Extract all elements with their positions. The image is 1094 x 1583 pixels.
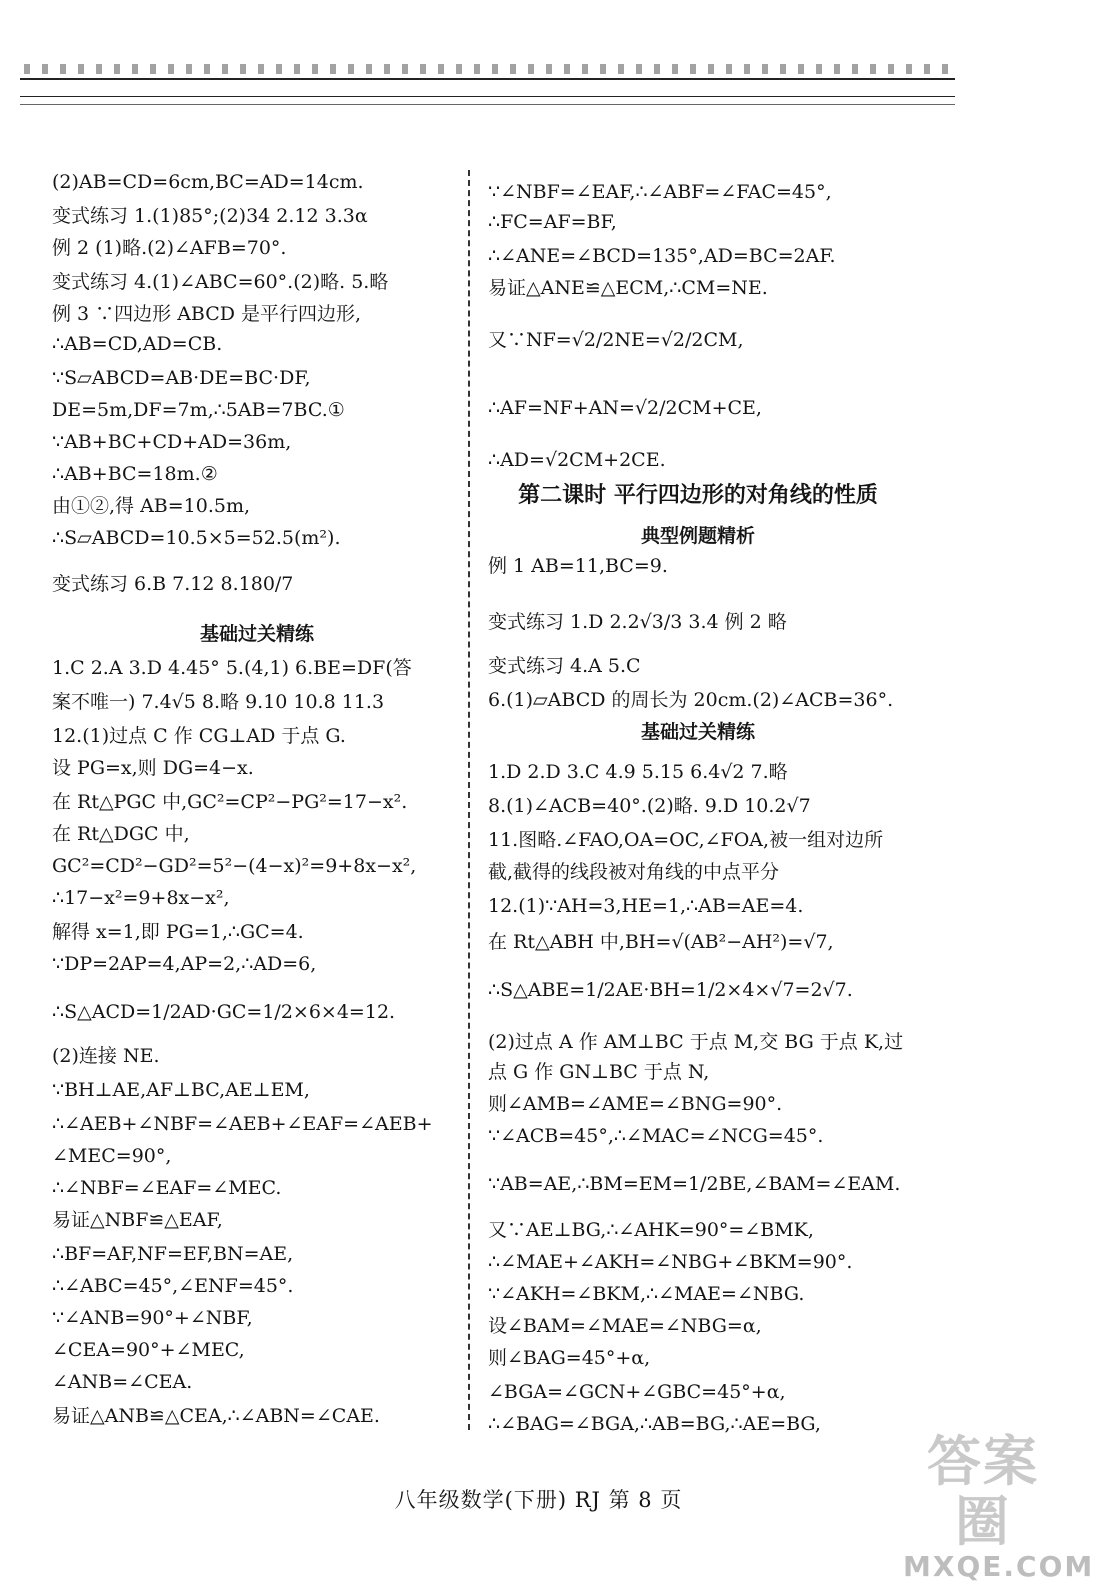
answer-line: DE=5m,DF=7m,∴5AB=7BC.① xyxy=(52,399,345,421)
answer-line: ∵∠ANB=90°+∠NBF, xyxy=(52,1307,253,1329)
answer-line: ∵∠NBF=∠EAF,∴∠ABF=∠FAC=45°, xyxy=(488,181,832,203)
answer-line: ∴S△ABE=1/2AE·BH=1/2×4×√7=2√7. xyxy=(488,979,853,1001)
answer-line: ∴AB+BC=18m.② xyxy=(52,463,218,485)
answer-line: (2)AB=CD=6cm,BC=AD=14cm. xyxy=(52,171,364,193)
answer-line: (2)连接 NE. xyxy=(52,1045,160,1067)
answer-line: 例 2 (1)略.(2)∠AFB=70°. xyxy=(52,237,287,259)
watermark-text: 答案圈 xyxy=(927,1430,1039,1553)
answer-line: ∴S△ACD=1/2AD·GC=1/2×6×4=12. xyxy=(52,1001,396,1023)
answer-line: ∴AB=CD,AD=CB. xyxy=(52,333,223,355)
section-heading: 第二课时 平行四边形的对角线的性质 xyxy=(518,483,878,508)
answer-line: ∴AD=√2CM+2CE. xyxy=(488,449,666,471)
answer-line: GC²=CD²−GD²=5²−(4−x)²=9+8x−x², xyxy=(52,855,417,877)
answer-line: ∴∠ANE=∠BCD=135°,AD=BC=2AF. xyxy=(488,245,836,267)
column-divider xyxy=(468,170,470,1430)
answer-line: 设∠BAM=∠MAE=∠NBG=α, xyxy=(488,1315,762,1337)
section-heading: 基础过关精练 xyxy=(640,721,755,743)
answer-line: ∠ANB=∠CEA. xyxy=(52,1371,193,1393)
answer-line: 例 1 AB=11,BC=9. xyxy=(488,555,668,577)
answer-line: 则∠AMB=∠AME=∠BNG=90°. xyxy=(488,1093,783,1115)
answer-line: 又∵AE⊥BG,∴∠AHK=90°=∠BMK, xyxy=(488,1219,814,1241)
answer-line: ∵BH⊥AE,AF⊥BC,AE⊥EM, xyxy=(52,1079,310,1101)
answer-line: 变式练习 1.D 2.2√3/3 3.4 例 2 略 xyxy=(488,611,787,633)
answer-line: ∴∠AEB+∠NBF=∠AEB+∠EAF=∠AEB+ xyxy=(52,1113,433,1135)
answer-line: 由①②,得 AB=10.5m, xyxy=(52,495,251,517)
section-heading: 典型例题精析 xyxy=(640,525,755,547)
header-decoration xyxy=(24,64,954,74)
answer-line: 又∵NF=√2/2NE=√2/2CM, xyxy=(488,329,744,351)
section-heading: 基础过关精练 xyxy=(199,623,314,645)
answer-line: ∵∠AKH=∠BKM,∴∠MAE=∠NBG. xyxy=(488,1283,805,1305)
answer-line: 12.(1)过点 C 作 CG⊥AD 于点 G. xyxy=(52,725,346,747)
answer-line: ∠MEC=90°, xyxy=(52,1145,172,1167)
header-rule xyxy=(20,78,955,80)
answer-line: ∴∠ABC=45°,∠ENF=45°. xyxy=(52,1275,294,1297)
answer-line: ∴FC=AF=BF, xyxy=(488,211,617,233)
answer-line: ∵AB+BC+CD+AD=36m, xyxy=(52,431,292,453)
answer-line: ∠CEA=90°+∠MEC, xyxy=(52,1339,245,1361)
answer-line: 变式练习 4.A 5.C xyxy=(488,655,641,677)
answer-line: 在 Rt△PGC 中,GC²=CP²−PG²=17−x². xyxy=(52,791,408,813)
answer-line: 11.图略.∠FAO,OA=OC,∠FOA,被一组对边所 xyxy=(488,829,884,851)
watermark-logo xyxy=(903,1430,1094,1583)
answer-line: ∠BGA=∠GCN+∠GBC=45°+α, xyxy=(488,1381,786,1403)
header-rule xyxy=(20,104,955,105)
answer-line: ∴∠BAG=∠BGA,∴AB=BG,∴AE=BG, xyxy=(488,1413,821,1435)
page-footer: 八年级数学(下册) RJ 第 8 页 xyxy=(394,1488,683,1512)
answer-line: ∴S▱ABCD=10.5×5=52.5(m²). xyxy=(52,527,341,549)
answer-line: ∵∠ACB=45°,∴∠MAC=∠NCG=45°. xyxy=(488,1125,824,1147)
answer-line: 点 G 作 GN⊥BC 于点 N, xyxy=(488,1061,710,1083)
answer-line: 案不唯一) 7.4√5 8.略 9.10 10.8 11.3 xyxy=(52,691,385,713)
answer-line: 易证△NBF≌△EAF, xyxy=(52,1209,223,1231)
answer-line: 易证△ANE≌△ECM,∴CM=NE. xyxy=(488,277,768,299)
answer-line: ∴AF=NF+AN=√2/2CM+CE, xyxy=(488,397,762,419)
answer-line: ∴BF=AF,NF=EF,BN=AE, xyxy=(52,1243,294,1265)
answer-line: ∵DP=2AP=4,AP=2,∴AD=6, xyxy=(52,953,317,975)
answer-line: 变式练习 1.(1)85°;(2)34 2.12 3.3α xyxy=(52,205,368,227)
answer-line: 在 Rt△ABH 中,BH=√(AB²−AH²)=√7, xyxy=(488,931,834,953)
answer-line: ∴∠NBF=∠EAF=∠MEC. xyxy=(52,1177,282,1199)
answer-line: 1.C 2.A 3.D 4.45° 5.(4,1) 6.BE=DF(答 xyxy=(52,657,412,679)
answer-line: (2)过点 A 作 AM⊥BC 于点 M,交 BG 于点 K,过 xyxy=(488,1031,904,1053)
answer-line: 则∠BAG=45°+α, xyxy=(488,1347,651,1369)
answer-line: 截,截得的线段被对角线的中点平分 xyxy=(488,861,780,883)
answer-line: 8.(1)∠ACB=40°.(2)略. 9.D 10.2√7 xyxy=(488,795,811,817)
answer-line: 6.(1)▱ABCD 的周长为 20cm.(2)∠ACB=36°. xyxy=(488,689,894,711)
answer-line: 12.(1)∵AH=3,HE=1,∴AB=AE=4. xyxy=(488,895,804,917)
answer-line: 在 Rt△DGC 中, xyxy=(52,823,190,845)
answer-line: ∵AB=AE,∴BM=EM=1/2BE,∠BAM=∠EAM. xyxy=(488,1173,901,1195)
answer-line: 解得 x=1,即 PG=1,∴GC=4. xyxy=(52,921,304,943)
watermark-url: MXQE.COM xyxy=(903,1550,1094,1583)
answer-line: 例 3 ∵四边形 ABCD 是平行四边形, xyxy=(52,303,362,325)
answer-line: 易证△ANB≌△CEA,∴∠ABN=∠CAE. xyxy=(52,1405,380,1427)
answer-line: ∵S▱ABCD=AB·DE=BC·DF, xyxy=(52,367,311,389)
answer-line: ∴17−x²=9+8x−x², xyxy=(52,887,230,909)
answer-line: 变式练习 6.B 7.12 8.180/7 xyxy=(52,573,294,595)
answer-line: ∴∠MAE+∠AKH=∠NBG+∠BKM=90°. xyxy=(488,1251,853,1273)
answer-line: 1.D 2.D 3.C 4.9 5.15 6.4√2 7.略 xyxy=(488,761,788,783)
answer-line: 变式练习 4.(1)∠ABC=60°.(2)略. 5.略 xyxy=(52,271,389,293)
header-rule xyxy=(20,96,955,97)
answer-line: 设 PG=x,则 DG=4−x. xyxy=(52,757,254,779)
